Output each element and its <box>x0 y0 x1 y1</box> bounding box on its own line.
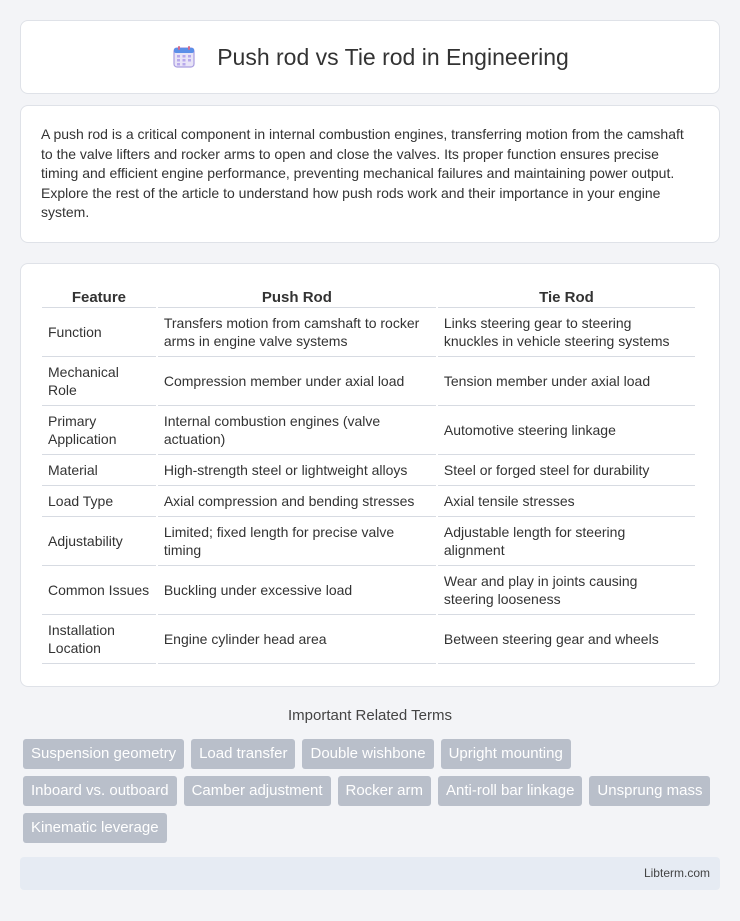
table-row <box>42 615 695 664</box>
related-term-tag[interactable]: Anti-roll bar linkage <box>438 776 582 806</box>
push-rod-cell: Compression member under axial load <box>158 357 436 406</box>
header-card <box>20 20 720 94</box>
table-header-row <box>42 284 695 308</box>
table-row <box>42 357 695 406</box>
table-row <box>42 455 695 486</box>
push-rod-cell: Axial compression and bending stresses <box>158 486 436 517</box>
feature-cell: Installation Location <box>42 615 156 664</box>
related-term-tag[interactable]: Inboard vs. outboard <box>23 776 177 806</box>
page-title: Push rod vs Tie rod in Engineering <box>217 43 569 70</box>
tie-rod-cell: Links steering gear to steering knuckles in vehicle steering systems <box>438 308 695 357</box>
table-row <box>42 308 695 357</box>
tie-rod-cell: Adjustable length for steering alignment <box>438 517 695 566</box>
tie-rod-cell: Tension member under axial load <box>438 357 695 406</box>
table-row <box>42 486 695 517</box>
table-row <box>42 517 695 566</box>
feature-cell: Function <box>42 308 156 357</box>
related-term-tag[interactable]: Suspension geometry <box>23 739 184 769</box>
feature-cell: Load Type <box>42 486 156 517</box>
intro-card <box>20 105 720 243</box>
feature-cell: Mechanical Role <box>42 357 156 406</box>
tie-rod-cell: Axial tensile stresses <box>438 486 695 517</box>
tie-rod-cell: Wear and play in joints causing steering looseness <box>438 566 695 615</box>
calendar-icon <box>171 44 197 70</box>
related-term-tag[interactable]: Double wishbone <box>302 739 433 769</box>
related-term-tag[interactable]: Kinematic leverage <box>23 813 167 843</box>
header-feature: Feature <box>42 284 156 308</box>
related-terms-title: Important Related Terms <box>288 707 452 724</box>
feature-cell: Adjustability <box>42 517 156 566</box>
comparison-table <box>40 284 697 664</box>
push-rod-cell: High-strength steel or lightweight alloys <box>158 455 436 486</box>
tie-rod-cell: Automotive steering linkage <box>438 406 695 455</box>
push-rod-cell: Transfers motion from camshaft to rocker arms in engine valve systems <box>158 308 436 357</box>
intro-paragraph: A push rod is a critical component in internal combustion engines, transferring motion from the camshaft to the valve lifters and rocker arms to open and close the valves. Its proper function ensures precise timing and efficient engine performance, preventing mechanical failures and maintaining power output. Explore the rest of the article to understand how push rods work and their importance in your engine system. <box>41 126 684 221</box>
tie-rod-cell: Steel or forged steel for durability <box>438 455 695 486</box>
feature-cell: Common Issues <box>42 566 156 615</box>
header-push-rod: Push Rod <box>158 284 436 308</box>
footer-brand-link[interactable]: Libterm.com <box>643 866 710 880</box>
header-tie-rod: Tie Rod <box>438 284 695 308</box>
footer <box>20 857 720 890</box>
related-term-tag[interactable]: Camber adjustment <box>184 776 331 806</box>
related-term-tag[interactable]: Load transfer <box>191 739 295 769</box>
related-terms-list <box>23 739 723 843</box>
table-row <box>42 406 695 455</box>
related-term-tag[interactable]: Unsprung mass <box>589 776 710 806</box>
related-term-tag[interactable]: Upright mounting <box>441 739 571 769</box>
push-rod-cell: Buckling under excessive load <box>158 566 436 615</box>
push-rod-cell: Limited; fixed length for precise valve timing <box>158 517 436 566</box>
table-row <box>42 566 695 615</box>
feature-cell: Primary Application <box>42 406 156 455</box>
comparison-card <box>20 263 720 687</box>
feature-cell: Material <box>42 455 156 486</box>
related-term-tag[interactable]: Rocker arm <box>338 776 432 806</box>
push-rod-cell: Internal combustion engines (valve actuation) <box>158 406 436 455</box>
tie-rod-cell: Between steering gear and wheels <box>438 615 695 664</box>
push-rod-cell: Engine cylinder head area <box>158 615 436 664</box>
